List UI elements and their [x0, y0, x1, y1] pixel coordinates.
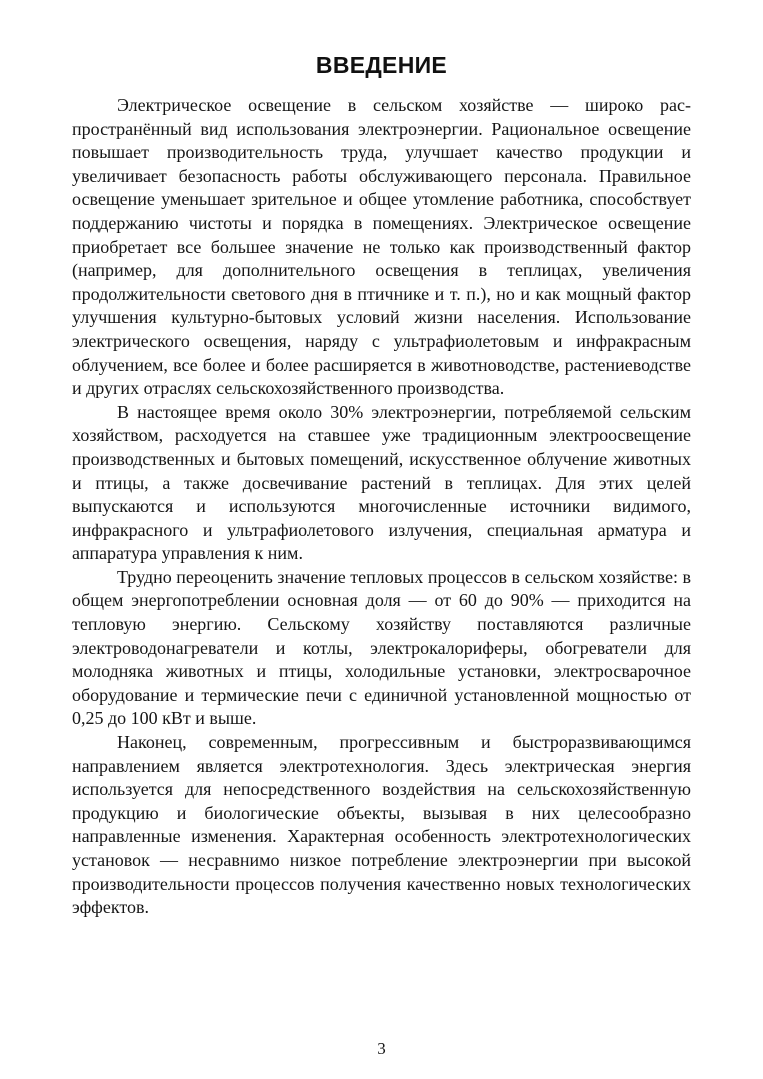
- paragraph-lighting: Электрическое освещение в сельском хозяйстве — широко распространённый вид использования электроэнергии. Рациональное освещение повышает производительность труда, улучшает качество продукции и увеличивает безопасность работы обслуживающего персонала. Правильное освещение уменьшает зрительное и общее утомление работника, способствует поддержанию чистоты и порядка в помещениях. Электрическое освещение приобретает все большее значение не только как производственный фактор (например, для дополнительного освещения в теплицах, увеличения продолжительности светового дня в птичнике и т. п.), но и как мощный фактор улучшения культурно-бытовых условий жизни населения. Использование электрического освещения, наряду с ультрафиолетовым и инфракрасным облучением, все более и более расширяется в животноводстве, растениеводстве и других отраслях сельскохозяйственного производства.: [72, 95, 691, 399]
- body-text: [72, 94, 691, 920]
- paragraph-thermal-processes: Трудно переоценить значение тепловых процессов в сельском хозяйстве: в общем энергопотреблении основная доля — от 60 до 90% — приходится на тепловую энергию. Сельскому хозяйству поставляются различные электроводонагреватели и котлы, электрокалориферы, обогреватели для молодняка животных и птицы, холодильные установки, электросварочное оборудование и термические печи с единичной установленной мощностью от 0,25 до 100 кВт и выше.: [72, 566, 691, 729]
- paragraph-electrotechnology: Наконец, современным, прогрессивным и быстроразвивающимся направлением является электротехнология. Здесь электрическая энергия используется для непосредственного воздействия на сельскохозяйственную продукцию и биологические объекты, вызывая в них целесообразно направленные изменения. Характерная особенность электротехнологических установок — несравнимо низкое потребление электроэнергии при высокой производительности процессов получения качественно новых технологических эффектов.: [72, 732, 691, 918]
- page-number: 3: [377, 1039, 386, 1058]
- paragraph-electricity-share: В настоящее время около 30% электроэнергии, потребляемой сельским хозяйством, расходуется на ставшее уже традиционным электроосвещение производственных и бытовых помещений, искусственное облучение животных и птицы, а также досвечивание растений в теплицах. Для этих целей выпускаются и используются многочисленные источники видимого, инфракрасного и ультрафиолетового излучения, специальная арматура и аппаратура управления к ним.: [72, 401, 691, 564]
- page-title: ВВЕДЕНИЕ: [315, 52, 448, 78]
